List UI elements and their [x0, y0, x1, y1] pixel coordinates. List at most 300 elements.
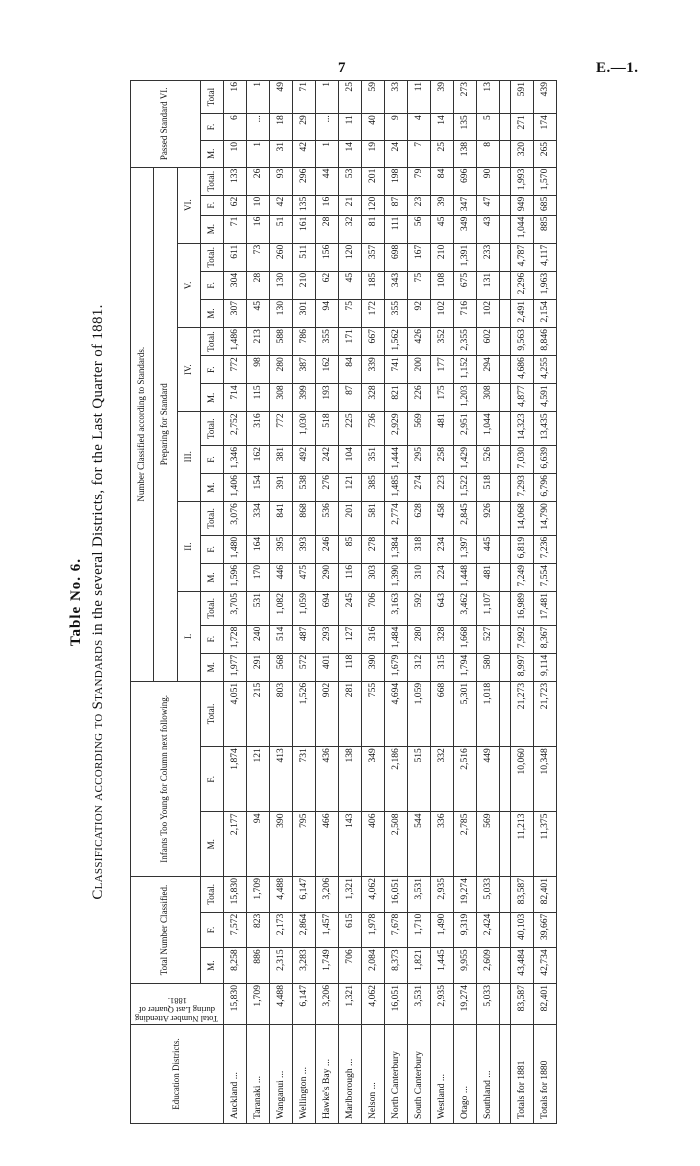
- table-cell: 1,445: [431, 948, 454, 984]
- table-cell: 28: [247, 271, 270, 299]
- header-std-v: V.: [177, 243, 200, 327]
- table-cell: 138: [339, 747, 362, 812]
- district-name: Auckland ...: [224, 1025, 247, 1124]
- table-cell: 1,978: [362, 912, 385, 948]
- table-cell: 167: [408, 243, 431, 271]
- table-cell: 1,486: [224, 328, 247, 356]
- table-cell: 349: [454, 215, 477, 243]
- table-cell: 210: [293, 271, 316, 299]
- table-cell: 19: [362, 140, 385, 167]
- table-cell: 3,206: [316, 876, 339, 912]
- table-cell: 1,710: [408, 912, 431, 948]
- table-cell: 446: [270, 563, 293, 591]
- district-name: Wanganui ...: [270, 1025, 293, 1124]
- table-cell: 3,531: [408, 984, 431, 1025]
- header-total-classified: Total Number Classified.: [131, 876, 201, 983]
- sex-header-total: Total.: [200, 592, 223, 626]
- table-cell: 307: [224, 299, 247, 327]
- header-attending: Total Number Attending during Last Quarter of 1881.: [131, 984, 224, 1025]
- table-cell: 3,705: [224, 592, 247, 626]
- table-cell: 245: [339, 592, 362, 626]
- table-cell: 25: [339, 81, 362, 114]
- table-cell: 339: [362, 356, 385, 384]
- district-name: North Canterbury: [385, 1025, 408, 1124]
- district-name: Totals for 1880: [534, 1025, 557, 1124]
- table-cell: 92: [408, 299, 431, 327]
- sex-header-f: F.: [200, 114, 223, 141]
- table-cell: 39: [431, 81, 454, 114]
- table-cell: 94: [316, 299, 339, 327]
- table-cell: 154: [247, 474, 270, 502]
- table-cell: 841: [270, 502, 293, 536]
- table-cell: 42,734: [534, 948, 557, 984]
- sex-header-m: M.: [200, 653, 223, 681]
- table-cell: 591: [511, 81, 534, 114]
- table-cell: 393: [293, 535, 316, 563]
- table-cell: 16,051: [385, 876, 408, 912]
- table-cell: 51: [270, 215, 293, 243]
- table-cell: 193: [316, 384, 339, 412]
- table-cell: 466: [316, 812, 339, 877]
- sex-header-total: Total.: [200, 243, 223, 271]
- table-cell: 273: [454, 81, 477, 114]
- table-cell: 387: [293, 356, 316, 384]
- table-cell: 242: [316, 445, 339, 473]
- table-cell: 349: [362, 747, 385, 812]
- table-cell: 716: [454, 299, 477, 327]
- table-cell: 7,992: [511, 625, 534, 653]
- table-cell: 71: [224, 215, 247, 243]
- table-cell: 45: [431, 215, 454, 243]
- table-cell: 271: [511, 114, 534, 141]
- district-name: Southland ...: [477, 1025, 500, 1124]
- table-cell: 515: [408, 747, 431, 812]
- table-cell: ...: [316, 114, 339, 141]
- table-cell: 280: [408, 625, 431, 653]
- table-cell: 14: [339, 140, 362, 167]
- table-cell: 301: [293, 299, 316, 327]
- table-cell: 121: [247, 747, 270, 812]
- table-cell: 731: [293, 747, 316, 812]
- table-cell: 328: [431, 625, 454, 653]
- table-cell: 115: [247, 384, 270, 412]
- table-cell: 2,774: [385, 502, 408, 536]
- table-cell: 8,846: [534, 328, 557, 356]
- table-cell: 201: [362, 167, 385, 195]
- table-cell: 79: [408, 167, 431, 195]
- table-cell: 492: [293, 445, 316, 473]
- table-cell: 198: [385, 167, 408, 195]
- table-cell: 233: [477, 243, 500, 271]
- table-cell: 9,319: [454, 912, 477, 948]
- table-cell: 6,147: [293, 984, 316, 1025]
- table-cell: 2,154: [534, 299, 557, 327]
- table-cell: 13: [477, 81, 500, 114]
- table-cell: 6,796: [534, 474, 557, 502]
- district-name: Hawke's Bay ...: [316, 1025, 339, 1124]
- table-cell: 26: [247, 167, 270, 195]
- page-number: 7: [338, 60, 346, 76]
- table-cell: 7,249: [511, 563, 534, 591]
- table-row: [454, 81, 477, 1124]
- table-cell: 568: [270, 653, 293, 681]
- table-cell: 2,491: [511, 299, 534, 327]
- table-cell: 120: [362, 195, 385, 215]
- table-cell: 2,516: [454, 747, 477, 812]
- table-cell: 2,424: [477, 912, 500, 948]
- table-cell: 16,989: [511, 592, 534, 626]
- table-cell: 310: [408, 563, 431, 591]
- table-cell: 224: [431, 563, 454, 591]
- table-cell: 82,401: [534, 984, 557, 1025]
- table-cell: 1,993: [511, 167, 534, 195]
- table-cell: 706: [339, 948, 362, 984]
- table-cell: 772: [270, 412, 293, 446]
- table-row: [316, 81, 339, 1124]
- table-cell: 2,929: [385, 412, 408, 446]
- table-cell: 278: [362, 535, 385, 563]
- table-cell: 135: [454, 114, 477, 141]
- table-cell: 2,355: [454, 328, 477, 356]
- table-cell: 127: [339, 625, 362, 653]
- table-cell: 293: [316, 625, 339, 653]
- table-cell: 1,522: [454, 474, 477, 502]
- table-cell: 2,935: [431, 876, 454, 912]
- table-cell: 174: [534, 114, 557, 141]
- table-cell: 320: [511, 140, 534, 167]
- table-cell: 1,963: [534, 271, 557, 299]
- table-cell: 94: [247, 812, 270, 877]
- table-cell: 445: [477, 535, 500, 563]
- table-cell: 1,596: [224, 563, 247, 591]
- table-body: [224, 81, 557, 1124]
- table-cell: 949: [511, 195, 534, 215]
- table-cell: 514: [270, 625, 293, 653]
- table-cell: 6: [224, 114, 247, 141]
- table-cell: 28: [316, 215, 339, 243]
- table-cell: 4,686: [511, 356, 534, 384]
- table-cell: 11: [339, 114, 362, 141]
- table-cell: 569: [477, 812, 500, 877]
- table-title: Table No. 6.: [68, 557, 84, 647]
- table-cell: 6,819: [511, 535, 534, 563]
- table-cell: 7,030: [511, 445, 534, 473]
- table-cell: 234: [431, 535, 454, 563]
- table-cell: 741: [385, 356, 408, 384]
- sex-header-row: [200, 81, 223, 1124]
- table-cell: 59: [362, 81, 385, 114]
- table-row: [247, 81, 270, 1124]
- sex-header-m: M.: [200, 563, 223, 591]
- table-cell: 16: [224, 81, 247, 114]
- table-cell: 9: [385, 114, 408, 141]
- table-cell: 121: [339, 474, 362, 502]
- table-cell: 8,373: [385, 948, 408, 984]
- table-cell: 328: [362, 384, 385, 412]
- table-cell: 1,480: [224, 535, 247, 563]
- table-cell: 240: [247, 625, 270, 653]
- table-cell: 1,484: [385, 625, 408, 653]
- table-cell: 336: [431, 812, 454, 877]
- table-cell: 84: [431, 167, 454, 195]
- table-cell: 391: [270, 474, 293, 502]
- table-cell: 675: [454, 271, 477, 299]
- table-cell: 135: [293, 195, 316, 215]
- table-cell: 170: [247, 563, 270, 591]
- table-cell: 290: [316, 563, 339, 591]
- table-cell: 1: [316, 81, 339, 114]
- table-cell: 4,488: [270, 984, 293, 1025]
- table-cell: 352: [431, 328, 454, 356]
- table-cell: 381: [270, 445, 293, 473]
- table-cell: 19,274: [454, 876, 477, 912]
- table-cell: 3,163: [385, 592, 408, 626]
- sex-header-f: F.: [200, 535, 223, 563]
- table-cell: 177: [431, 356, 454, 384]
- table-cell: 1,444: [385, 445, 408, 473]
- district-name: Nelson ...: [362, 1025, 385, 1124]
- table-cell: 14,068: [511, 502, 534, 536]
- table-cell: 5,033: [477, 984, 500, 1025]
- table-cell: 2,609: [477, 948, 500, 984]
- table-cell: 2,935: [431, 984, 454, 1025]
- table-cell: 685: [534, 195, 557, 215]
- table-cell: 2,785: [454, 812, 477, 877]
- table-cell: 274: [408, 474, 431, 502]
- table-cell: 15,830: [224, 984, 247, 1025]
- table-cell: 9,114: [534, 653, 557, 681]
- table-cell: 280: [270, 356, 293, 384]
- table-cell: 162: [316, 356, 339, 384]
- header-std-iv: IV.: [177, 328, 200, 412]
- table-cell: 10,348: [534, 747, 557, 812]
- table-cell: 1: [247, 140, 270, 167]
- table-cell: 536: [316, 502, 339, 536]
- table-cell: 5,301: [454, 681, 477, 746]
- table-cell: 164: [247, 535, 270, 563]
- table-cell: 1,059: [293, 592, 316, 626]
- table-cell: 357: [362, 243, 385, 271]
- table-cell: 1,397: [454, 535, 477, 563]
- table-cell: 2,084: [362, 948, 385, 984]
- header-std-iii: III.: [177, 412, 200, 502]
- table-cell: 518: [477, 474, 500, 502]
- sex-header-m: M.: [200, 812, 223, 877]
- table-cell: 347: [454, 195, 477, 215]
- table-cell: 449: [477, 747, 500, 812]
- table-row: [534, 81, 557, 1124]
- district-name: Westland ...: [431, 1025, 454, 1124]
- table-cell: 258: [431, 445, 454, 473]
- table-cell: 16: [247, 215, 270, 243]
- table-row: [477, 81, 500, 1124]
- sex-header-f: F.: [200, 747, 223, 812]
- table-cell: 1,490: [431, 912, 454, 948]
- table-cell: 15,830: [224, 876, 247, 912]
- table-cell: 401: [316, 653, 339, 681]
- table-cell: 3,206: [316, 984, 339, 1025]
- header-classified-standards: Number Classified according to Standards.: [131, 167, 154, 681]
- sex-header-f: F.: [200, 625, 223, 653]
- district-name: Otago ...: [454, 1025, 477, 1124]
- table-cell: 7,678: [385, 912, 408, 948]
- table-cell: 3,076: [224, 502, 247, 536]
- table-cell: 25: [431, 140, 454, 167]
- table-cell: 75: [408, 271, 431, 299]
- table-cell: 7,572: [224, 912, 247, 948]
- table-cell: 82,401: [534, 876, 557, 912]
- table-cell: 93: [270, 167, 293, 195]
- table-cell: 9,955: [454, 948, 477, 984]
- table-cell: 45: [339, 271, 362, 299]
- table-cell: 332: [431, 747, 454, 812]
- sex-header-m: M.: [200, 140, 223, 167]
- table-cell: 1,668: [454, 625, 477, 653]
- table-cell: 2,752: [224, 412, 247, 446]
- sex-header-f: F.: [200, 445, 223, 473]
- table-cell: 10: [247, 195, 270, 215]
- table-cell: 1,526: [293, 681, 316, 746]
- table-cell: 162: [247, 445, 270, 473]
- table-cell: 29: [293, 114, 316, 141]
- table-cell: 102: [477, 299, 500, 327]
- table-cell: 4,255: [534, 356, 557, 384]
- table-cell: 1,018: [477, 681, 500, 746]
- table-cell: 7: [408, 140, 431, 167]
- table-cell: 116: [339, 563, 362, 591]
- table-cell: 385: [362, 474, 385, 502]
- district-name: Wellington ...: [293, 1025, 316, 1124]
- table-cell: 4,117: [534, 243, 557, 271]
- table-cell: 16,051: [385, 984, 408, 1025]
- table-cell: 296: [293, 167, 316, 195]
- table-cell: 39,667: [534, 912, 557, 948]
- table-cell: 108: [431, 271, 454, 299]
- table-cell: 615: [339, 912, 362, 948]
- table-cell: 390: [362, 653, 385, 681]
- district-name: Totals for 1881: [511, 1025, 534, 1124]
- table-cell: 643: [431, 592, 454, 626]
- table-cell: 98: [247, 356, 270, 384]
- sex-header-total: Total.: [200, 502, 223, 536]
- table-cell: 5: [477, 114, 500, 141]
- table-cell: 133: [224, 167, 247, 195]
- table-cell: 2,508: [385, 812, 408, 877]
- table-cell: 143: [339, 812, 362, 877]
- rotated-table-area: [68, 72, 628, 1132]
- table-cell: 130: [270, 271, 293, 299]
- table-cell: 213: [247, 328, 270, 356]
- table-cell: 526: [477, 445, 500, 473]
- table-cell: 9,563: [511, 328, 534, 356]
- table-cell: 2,951: [454, 412, 477, 446]
- table-cell: 1,874: [224, 747, 247, 812]
- table-cell: 611: [224, 243, 247, 271]
- table-cell: 260: [270, 243, 293, 271]
- table-cell: 44: [316, 167, 339, 195]
- sex-header-m: M.: [200, 299, 223, 327]
- table-cell: 1,044: [477, 412, 500, 446]
- table-cell: 49: [270, 81, 293, 114]
- table-cell: 668: [431, 681, 454, 746]
- table-cell: 11,213: [511, 812, 534, 877]
- table-cell: 334: [247, 502, 270, 536]
- table-cell: 602: [477, 328, 500, 356]
- table-cell: 4,062: [362, 984, 385, 1025]
- table-cell: 225: [339, 412, 362, 446]
- table-cell: 62: [316, 271, 339, 299]
- table-cell: 3,283: [293, 948, 316, 984]
- table-cell: 156: [316, 243, 339, 271]
- table-cell: 475: [293, 563, 316, 591]
- table-cell: 1,384: [385, 535, 408, 563]
- table-cell: 426: [408, 328, 431, 356]
- table-cell: 926: [477, 502, 500, 536]
- table-row: [224, 81, 247, 1124]
- table-cell: 439: [534, 81, 557, 114]
- table-cell: 355: [316, 328, 339, 356]
- table-cell: 104: [339, 445, 362, 473]
- table-cell: 161: [293, 215, 316, 243]
- table-cell: 172: [362, 299, 385, 327]
- table-cell: 1,107: [477, 592, 500, 626]
- table-cell: 1,821: [408, 948, 431, 984]
- table-cell: 171: [339, 328, 362, 356]
- table-cell: 14,790: [534, 502, 557, 536]
- sex-header-total_plain: Total: [200, 81, 223, 114]
- table-cell: 8: [477, 140, 500, 167]
- table-cell: 5,033: [477, 876, 500, 912]
- table-cell: 4,062: [362, 876, 385, 912]
- table-cell: 312: [408, 653, 431, 681]
- table-cell: 592: [408, 592, 431, 626]
- table-cell: 43,484: [511, 948, 534, 984]
- table-cell: 265: [534, 140, 557, 167]
- table-row: [339, 81, 362, 1124]
- table-cell: 1,390: [385, 563, 408, 591]
- table-row: [408, 81, 431, 1124]
- table-cell: 291: [247, 653, 270, 681]
- table-cell: 1,429: [454, 445, 477, 473]
- header-std-i: I.: [177, 592, 200, 682]
- header-passed: Passed Standard VI.: [131, 81, 201, 168]
- table-cell: 185: [362, 271, 385, 299]
- sex-header-m: M.: [200, 215, 223, 243]
- table-cell: 355: [385, 299, 408, 327]
- table-cell: 131: [477, 271, 500, 299]
- table-cell: 667: [362, 328, 385, 356]
- table-cell: 413: [270, 747, 293, 812]
- table-cell: 390: [270, 812, 293, 877]
- table-row: [270, 81, 293, 1124]
- table-cell: 42: [270, 195, 293, 215]
- table-cell: 1,457: [316, 912, 339, 948]
- sex-header-total: Total.: [200, 412, 223, 446]
- table-cell: 1,794: [454, 653, 477, 681]
- table-cell: 2,864: [293, 912, 316, 948]
- table-row: [431, 81, 454, 1124]
- header-std-vi: VI.: [177, 167, 200, 243]
- district-name: South Canterbury: [408, 1025, 431, 1124]
- table-cell: 226: [408, 384, 431, 412]
- table-cell: 75: [339, 299, 362, 327]
- sex-header-f: F.: [200, 356, 223, 384]
- sex-header-m: M.: [200, 384, 223, 412]
- table-cell: 40,103: [511, 912, 534, 948]
- table-cell: 1,570: [534, 167, 557, 195]
- table-cell: 10: [224, 140, 247, 167]
- table-cell: 481: [431, 412, 454, 446]
